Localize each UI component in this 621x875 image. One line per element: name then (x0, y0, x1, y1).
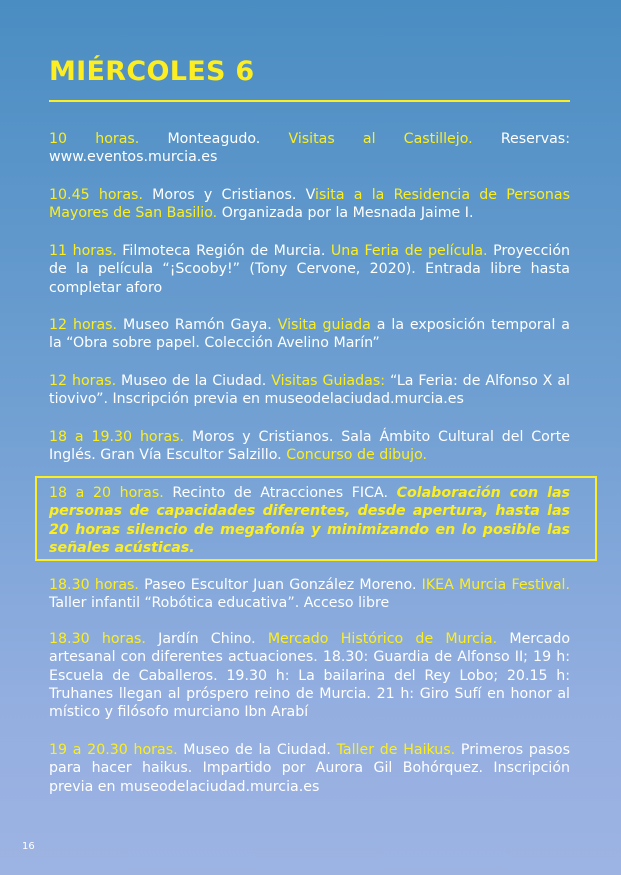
event-details: Primeros pasos para hacer haikus. Impartido por Aurora Gil Bohórquez. Inscripción previa en museodelaciudad.murcia.es (49, 742, 571, 795)
event-entry (49, 316, 570, 353)
event-time: 18 a 19.30 horas. (49, 429, 185, 445)
event-details: Organizada por la Mesnada Jaime I. (217, 205, 474, 222)
event-details: Taller infantil “Robótica educativa”. Acceso libre (49, 595, 390, 612)
event-entry (49, 242, 570, 297)
event-title: Mercado Histórico de Murcia. (267, 631, 498, 647)
event-title: Visita guiada (277, 317, 371, 333)
event-place: Recinto de Atracciones FICA. (163, 485, 397, 501)
event-details: Proyección de la película “¡Scooby!” (Tony Cervone, 2020). Entrada libre hasta completar aforo (49, 243, 570, 296)
event-entry (49, 630, 570, 721)
event-entry (49, 576, 570, 613)
event-time: 12 horas. (49, 317, 118, 333)
event-title: Visitas Guiadas: (271, 373, 385, 389)
event-time: 18 a 20 horas. (49, 485, 164, 501)
event-place: Filmoteca Región de Murcia. (116, 243, 331, 259)
event-title: isita a la Residencia de Personas Mayores de San Basilio. (49, 187, 570, 222)
event-time: 18.30 horas. (49, 631, 146, 647)
event-time: 18.30 horas. (49, 577, 139, 593)
event-place: Museo Ramón Gaya. (117, 317, 278, 333)
event-title: Una Feria de película. (330, 243, 488, 259)
event-place: Museo de la Ciudad. (116, 373, 272, 389)
event-entry (49, 428, 570, 465)
event-details: Mercado artesanal con diferentes actuaciones. 18.30: Guardia de Alfonso II; 19 h: Escuela de Caballeros. 19.30 h: La bailarina del Rey Lobo; 20.15 h: Truhanes llegan al próspero reino de Murcia. 21 h: Giro Sufí en honor al místico y filósofo murciano Ibn Arabí (49, 631, 571, 721)
event-details: “La Feria: de Alfonso X al tiovivo”. Inscripción previa en museodelaciudad.murcia.es (49, 373, 570, 408)
event-time: 10.45 horas. (49, 187, 143, 203)
event-time: 10 horas. (49, 131, 140, 147)
event-details: a la exposición temporal a la “Obra sobre papel. Colección Avelino Marín” (49, 317, 570, 352)
event-title: Concurso de dibujo. (286, 447, 428, 464)
event-title: Visitas al Castillejo. (288, 131, 473, 147)
event-entry (49, 741, 570, 796)
event-entry (49, 130, 570, 167)
event-place: Museo de la Ciudad. (177, 742, 337, 758)
page-number: 16 (22, 841, 35, 852)
title-underline (49, 100, 570, 102)
event-time: 12 horas. (49, 373, 117, 389)
event-title: Taller de Haikus. (336, 742, 456, 758)
event-place: Moros y Cristianos. Sala Ámbito Cultural del Corte Inglés. Gran Vía Escultor Salzillo. (49, 429, 570, 464)
event-time: 11 horas. (49, 243, 117, 259)
event-entry-highlighted (49, 484, 570, 557)
event-time: 19 a 20.30 horas. (49, 742, 178, 758)
event-title: IKEA Murcia Festival. (421, 577, 570, 593)
event-place: Jardín Chino. (145, 631, 268, 647)
page-title: MIÉRCOLES 6 (49, 56, 255, 87)
event-place: Paseo Escultor Juan González Moreno. (138, 577, 422, 593)
event-title: Colaboración con las personas de capacidades diferentes, desde apertura, hasta las 20 horas silencio de megafonía y minimizando en lo posible las señales acústicas. (49, 485, 570, 556)
event-place: Moros y Cristianos. V (142, 187, 316, 203)
event-entry (49, 372, 570, 409)
event-details: Reservas: www.eventos.murcia.es (49, 131, 570, 166)
event-place: Monteagudo. (139, 131, 289, 147)
event-entry (49, 186, 570, 223)
